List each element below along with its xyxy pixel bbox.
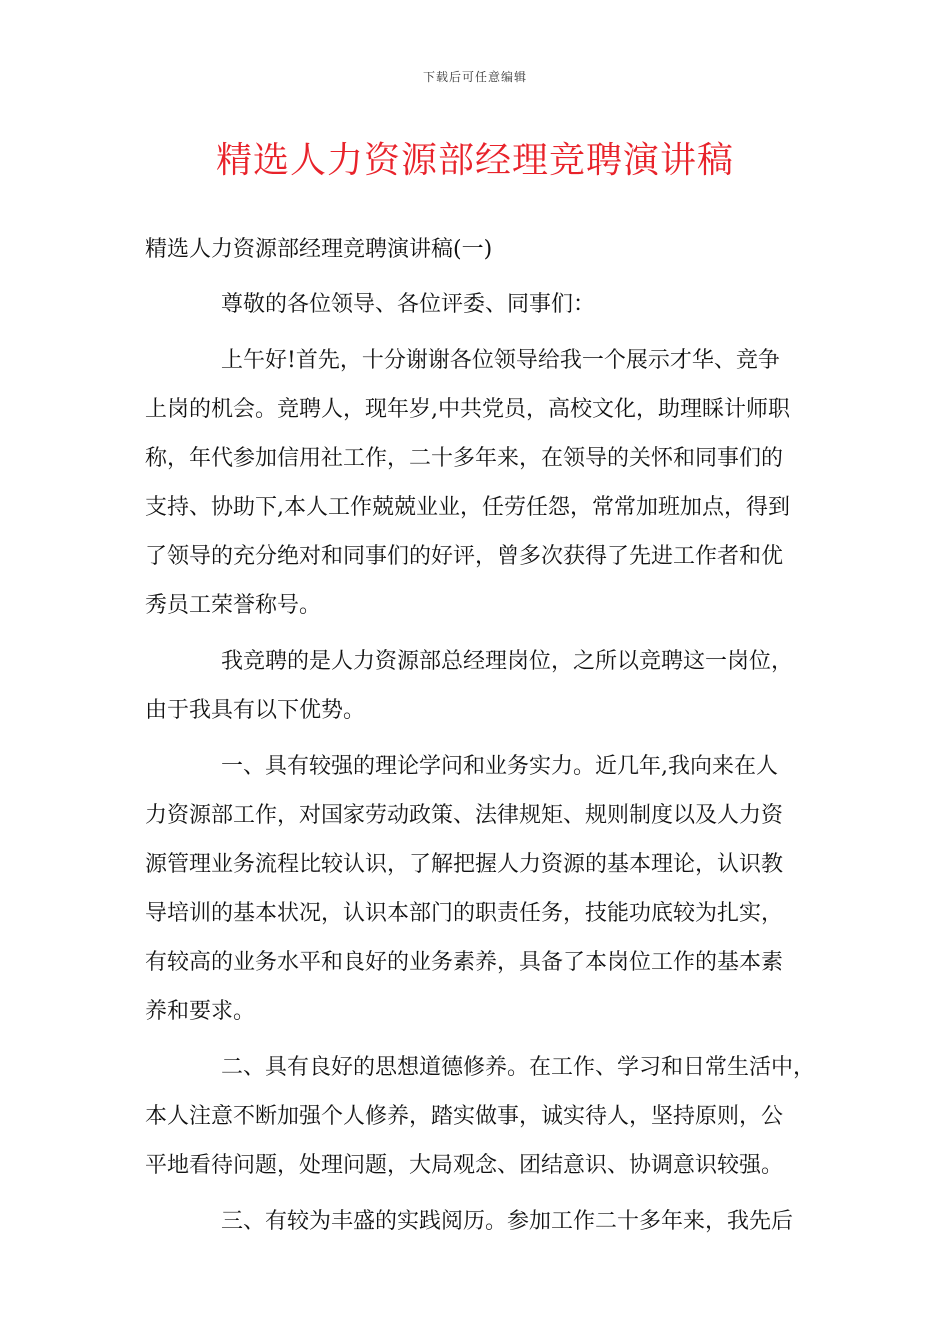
- paragraph-line: 源管理业务流程比较认识，了解把握人力资源的基本理论，认识教: [145, 852, 784, 877]
- document-subtitle: 精选人力资源部经理竞聘演讲稿(一): [145, 237, 493, 262]
- greeting-line: 尊敬的各位领导、各位评委、同事们：: [221, 292, 596, 317]
- paragraph-line: 我竞聘的是人力资源部总经理岗位，之所以竞聘这一岗位，: [221, 649, 794, 674]
- header-note: 下载后可任意编辑: [422, 70, 527, 84]
- paragraph-advantage-one: [145, 742, 817, 1036]
- paragraph-position: [145, 637, 817, 735]
- paragraph-line: 了领导的充分绝对和同事们的好评，曾多次获得了先进工作者和优: [145, 544, 784, 569]
- paragraph-line: 支持、协助下,本人工作兢兢业业，任劳任怨，常常加班加点，得到: [145, 495, 790, 520]
- paragraph-line: 力资源部工作，对国家劳动政策、法律规矩、规则制度以及人力资: [145, 803, 784, 828]
- document-body: [145, 225, 817, 1246]
- paragraph-line: 二、具有良好的思想道德修养。在工作、学习和日常生活中，: [221, 1055, 816, 1080]
- paragraph-line: 由于我具有以下优势。: [145, 698, 366, 723]
- paragraph-intro: [145, 336, 817, 630]
- paragraph-line: 上岗的机会。竞聘人，现年岁,中共党员，高校文化，助理睬计师职: [145, 397, 790, 422]
- paragraph-advantage-three: [145, 1197, 817, 1246]
- paragraph-advantage-two: [145, 1043, 817, 1190]
- paragraph-line: 三、有较为丰盛的实践阅历。参加工作二十多年来，我先后: [221, 1209, 794, 1234]
- paragraph-line: 平地看待问题，处理问题，大局观念、团结意识、协调意识较强。: [145, 1153, 784, 1178]
- paragraph-line: 秀员工荣誉称号。: [145, 593, 322, 618]
- paragraph-line: 养和要求。: [145, 999, 256, 1024]
- paragraph-line: 一、具有较强的理论学问和业务实力。近几年,我向来在人: [221, 754, 778, 779]
- paragraph-line: 导培训的基本状况，认识本部门的职责任务，技能功底较为扎实，: [145, 901, 784, 926]
- paragraph-line: 上午好!首先，十分谢谢各位领导给我一个展示才华、竞争: [221, 348, 780, 373]
- document-title: 精选人力资源部经理竞聘演讲稿: [215, 140, 734, 181]
- paragraph-line: 称，年代参加信用社工作，二十多年来，在领导的关怀和同事们的: [145, 446, 784, 471]
- paragraph-line: 本人注意不断加强个人修养，踏实做事，诚实待人，坚持原则，公: [145, 1104, 784, 1129]
- paragraph-line: 有较高的业务水平和良好的业务素养，具备了本岗位工作的基本素: [145, 950, 784, 975]
